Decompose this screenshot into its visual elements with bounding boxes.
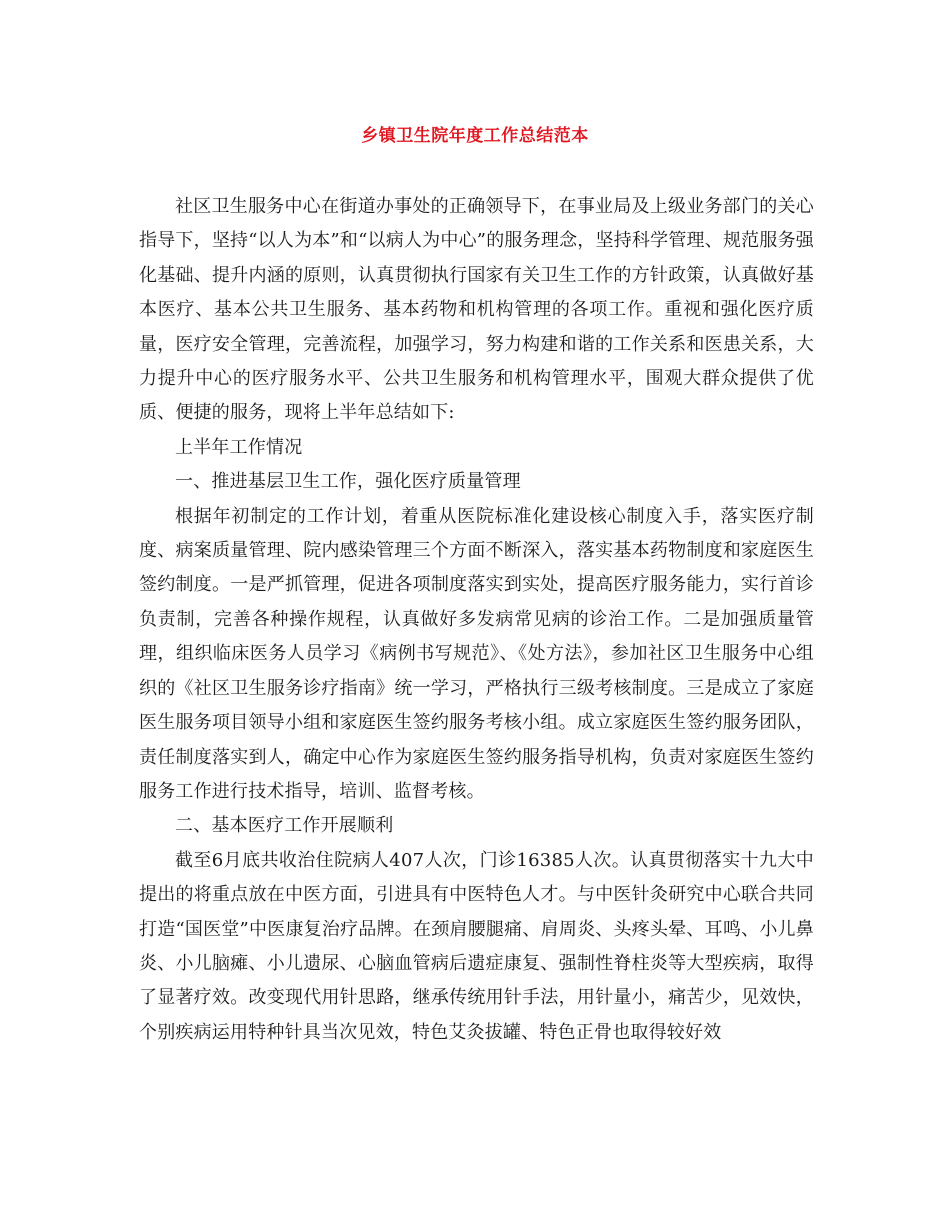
section-heading-2: 二、基本医疗工作开展顺利: [175, 815, 394, 837]
section-heading-1: 一、推进基层卫生工作，强化医疗质量管理: [175, 471, 521, 493]
section-heading-first-half-work: 上半年工作情况: [175, 436, 303, 458]
intro-paragraph: 社区卫生服务中心在街道办事处的正确领导下，在事业局及上级业务部门的关心指导下，坚持“以人为本”和“以病人为中心”的服务理念，坚持科学管理、规范服务强化基础、提升内涵的原则，认真贯彻执行国家有关卫生工作的方针政策，认真做好基本医疗、基本公共卫生服务、基本药物和机构管理的各项工作。重视和强化医疗质量，医疗安全管理，完善流程，加强学习，努力构建和谐的工作关系和医患关系，大力提升中心的医疗服务水平、公共卫生服务和机构管理水平，围观大群众提供了优质、便捷的服务，现将上半年总结如下:: [139, 196, 814, 424]
document-body: [139, 190, 814, 1050]
section-1-paragraph: 根据年初制定的工作计划，着重从医院标准化建设核心制度入手，落实医疗制度、病案质量管理、院内感染管理三个方面不断深入，落实基本药物制度和家庭医生签约制度。一是严抓管理，促进各项制度落实到实处，提高医疗服务能力，实行首诊负责制，完善各种操作规程，认真做好多发病常见病的诊治工作。二是加强质量管理，组织临床医务人员学习《病例书写规范》、《处方法》，参加社区卫生服务中心组织的《社区卫生服务诊疗指南》统一学习，严格执行三级考核制度。三是成立了家庭医生服务项目领导小组和家庭医生签约服务考核小组。成立家庭医生签约服务团队，责任制度落实到人，确定中心作为家庭医生签约服务指导机构，负责对家庭医生签约服务工作进行技术指导，培训、监督考核。: [139, 505, 814, 802]
document-title: 乡镇卫生院年度工作总结范本: [361, 126, 589, 146]
section-2-paragraph: 截至6月底共收治住院病人407人次，门诊16385人次。认真贯彻落实十九大中提出的将重点放在中医方面，引进具有中医特色人才。与中医针灸研究中心联合共同打造“国医堂”中医康复治疗品牌。在颈肩腰腿痛、肩周炎、头疼头晕、耳鸣、小儿鼻炎、小儿脑瘫、小儿遗尿、心脑血管病后遗症康复、强制性脊柱炎等大型疾病，取得了显著疗效。改变现代用针思路，继承传统用针手法，用针量小，痛苦少，见效快，个别疾病运用特种针具当次见效，特色艾灸拔罐、特色正骨也取得较好效: [139, 849, 814, 1043]
